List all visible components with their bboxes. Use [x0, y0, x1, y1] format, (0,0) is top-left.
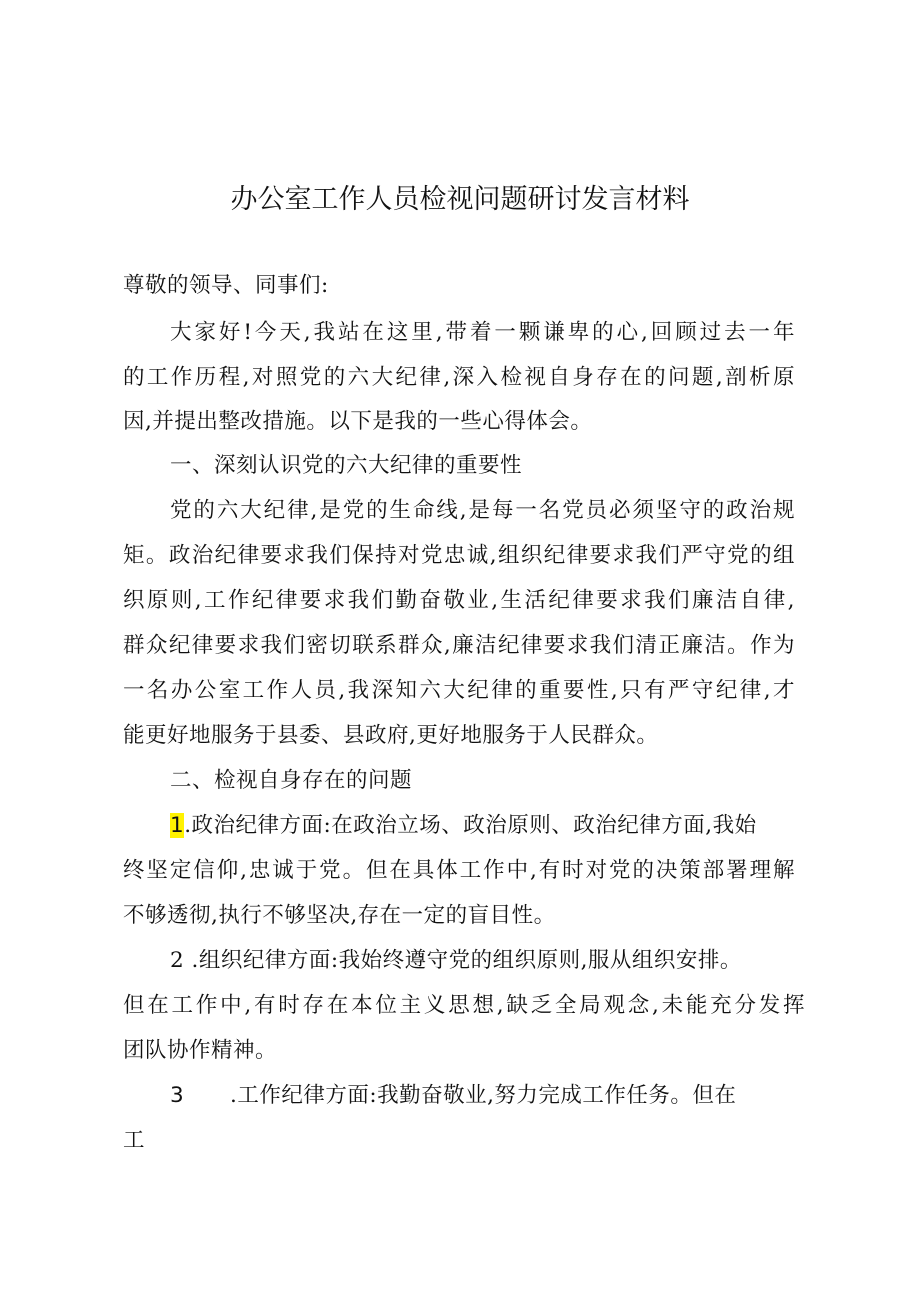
item-1-line-3: 不够透彻,执行不够坚决,存在一定的盲目性。 [123, 903, 556, 928]
intro-line-1: 大家好!今天,我站在这里,带着一颗谦卑的心,回顾过去一年 [170, 320, 795, 345]
item-2-line-1: 2 .组织纪律方面:我始终遵守党的组织原则,服从组织安排。 [170, 948, 742, 973]
item-3-line-1 [170, 1078, 850, 1114]
item-1-line-1-text: .政治纪律方面:在政治立场、政治原则、政治纪律方面,我始 [184, 813, 757, 838]
item-1-line-2: 终坚定信仰,忠诚于党。但在具体工作中,有时对党的决策部署理解 [123, 858, 795, 883]
section-1-line-4: 群众纪律要求我们密切联系群众,廉洁纪律要求我们清正廉洁。作为 [123, 633, 795, 658]
section-1-line-5: 一名办公室工作人员,我深知六大纪律的重要性,只有严守纪律,才 [123, 678, 795, 703]
document-title: 办公室工作人员检视问题研讨发言材料 [230, 184, 690, 215]
intro-line-3: 因,并提出整改措施。以下是我的一些心得体会。 [123, 409, 593, 434]
section-1-line-6: 能更好地服务于县委、县政府,更好地服务于人民群众。 [123, 723, 659, 748]
item-1-number-highlight: 1 [170, 813, 185, 838]
salutation: 尊敬的领导、同事们: [123, 273, 329, 298]
item-3-line-1-text: .工作纪律方面:我勤奋敬业,努力完成工作任务。但在 [230, 1083, 737, 1108]
item-3-number: 3 [170, 1083, 185, 1108]
section-1-heading: 一、深刻认识党的六大纪律的重要性 [170, 453, 523, 478]
item-2-line-3: 团队协作精神。 [123, 1038, 278, 1063]
section-2-heading: 二、检视自身存在的问题 [170, 768, 413, 793]
section-1-line-3: 织原则,工作纪律要求我们勤奋敬业,生活纪律要求我们廉洁自律, [123, 588, 795, 613]
section-1-line-2: 矩。政治纪律要求我们保持对党忠诚,组织纪律要求我们严守党的组 [123, 543, 795, 568]
intro-line-2: 的工作历程,对照党的六大纪律,深入检视自身存在的问题,剖析原 [123, 365, 795, 390]
item-2-line-2: 但在工作中,有时存在本位主义思想,缺乏全局观念,未能充分发挥 [123, 993, 805, 1018]
section-1-line-1: 党的六大纪律,是党的生命线,是每一名党员必须坚守的政治规 [170, 498, 795, 523]
item-3-line-2: 工 [123, 1128, 146, 1153]
item-1-line-1 [170, 808, 798, 844]
